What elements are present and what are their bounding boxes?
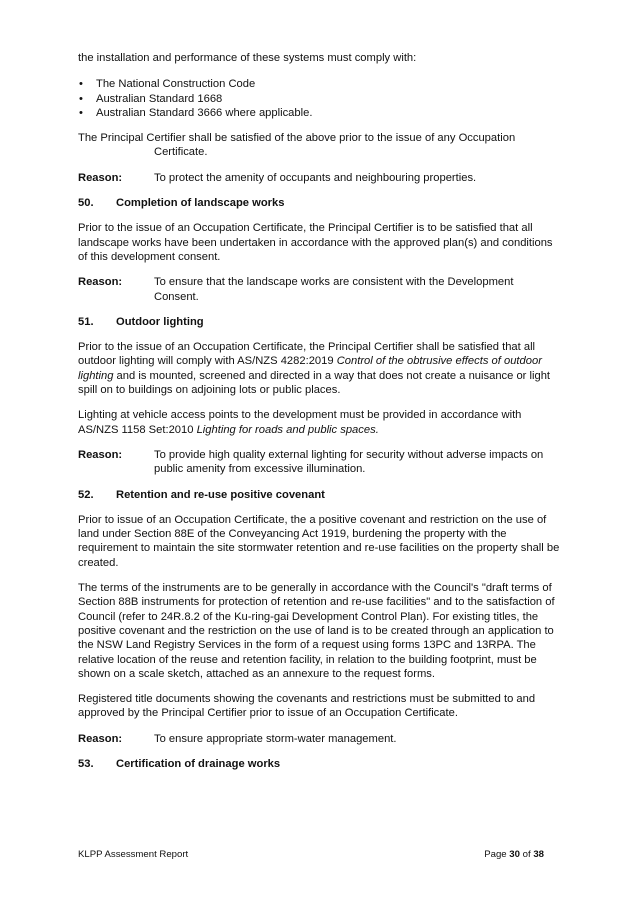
reason-label: Reason:	[78, 171, 123, 184]
standard-title: Lighting for roads and public spaces.	[196, 423, 379, 436]
reason-text: To ensure that the landscape works are consistent with the Development Consent.	[154, 276, 514, 303]
page-counter	[484, 848, 544, 862]
text-run: and is mounted, screened and directed in a way that does not create a nuisance or light spill on to buildings on adjoining lots or public places.	[78, 369, 551, 397]
section-number: 51.	[78, 315, 94, 328]
reason-text: To provide high quality external lighting for security without adverse impacts on public amenity from excessive illumination.	[154, 448, 544, 476]
reason-text: To protect the amenity of occupants and neighbouring properties.	[154, 171, 477, 184]
section-paragraph: The terms of the instruments are to be generally in accordance with the Council's "draft terms of Section 88B instruments for protection of retention and re-use facilities" and to the satisfaction of Council (refer to 24R.8.2 of the Ku-ring-gai Development Control Plan). For existing titles, the positive covenant and the restriction on the use of land is to be created through an application to the NSW Land Registry Services in the form of a request using forms 13PC and 13RPA. The relative location of the reuse and retention facility, in relation to the building footprint, must be shown on a scale sketch, attached as an annexure to the request forms.	[78, 582, 555, 680]
section-paragraph: Registered title documents showing the covenants and restrictions must be submitted to and approved by the Principal Certifier prior to issue of an Occupation Certificate.	[78, 693, 536, 720]
section-heading-53	[78, 757, 560, 771]
reason-block	[78, 448, 560, 477]
page-total: 38	[533, 849, 544, 860]
certifier-paragraph: The Principal Certifier shall be satisfied of the above prior to the issue of any Occupation Certificate.	[78, 132, 516, 159]
section-title: Completion of landscape works	[116, 197, 285, 210]
reason-block	[78, 171, 560, 185]
section-heading-51	[78, 315, 560, 329]
compliance-list	[78, 77, 560, 120]
reason-label: Reason:	[78, 448, 123, 461]
section-heading-52	[78, 488, 560, 502]
section-paragraph	[78, 340, 560, 397]
reason-label: Reason:	[78, 276, 123, 289]
section-paragraph: Prior to issue of an Occupation Certificate, the a positive covenant and restriction on the use of land under Section 88E of the Conveyancing Act 1919, burdening the property with the requirement to maintain the site stormwater retention and re-use facilities on the property shall be created.	[78, 513, 560, 569]
list-item: • Australian Standard 3666 where applicable.	[78, 106, 560, 120]
section-title: Certification of drainage works	[116, 757, 281, 770]
report-title: KLPP Assessment Report	[78, 849, 189, 860]
document-page	[78, 51, 560, 782]
page-current: 30	[509, 849, 520, 860]
list-item: • Australian Standard 1668	[78, 92, 560, 106]
text-run: Lighting at vehicle access points to the development must be provided in accordance with AS/NZS 1158 Set:2010	[78, 409, 522, 436]
page-of: of	[522, 849, 531, 860]
page-footer	[78, 848, 544, 862]
page-word: Page	[484, 849, 507, 860]
section-number: 52.	[78, 488, 94, 501]
reason-block	[78, 275, 560, 304]
standard-title: Control of the obtrusive effects of outdoor lighting	[78, 355, 542, 382]
text-run: Prior to the issue of an Occupation Certificate, the Principal Certifier shall be satisfied that all outdoor lighting will comply with AS/NZS 4282:2019	[78, 341, 536, 368]
section-title: Retention and re-use positive covenant	[116, 488, 325, 501]
section-number: 50.	[78, 197, 94, 210]
reason-text: To ensure appropriate storm-water management.	[154, 732, 397, 745]
section-title: Outdoor lighting	[116, 315, 204, 328]
reason-block	[78, 732, 560, 746]
section-paragraph: Prior to the issue of an Occupation Certificate, the Principal Certifier is to be satisfied that all landscape works have been undertaken in accordance with the approved plan(s) and conditions of this development consent.	[78, 222, 553, 263]
intro-text: the installation and performance of these systems must comply with:	[78, 52, 417, 64]
reason-label: Reason:	[78, 732, 123, 745]
section-heading-50	[78, 196, 560, 210]
list-item: • The National Construction Code	[78, 77, 560, 91]
section-number: 53.	[78, 757, 94, 770]
section-paragraph	[78, 408, 560, 437]
